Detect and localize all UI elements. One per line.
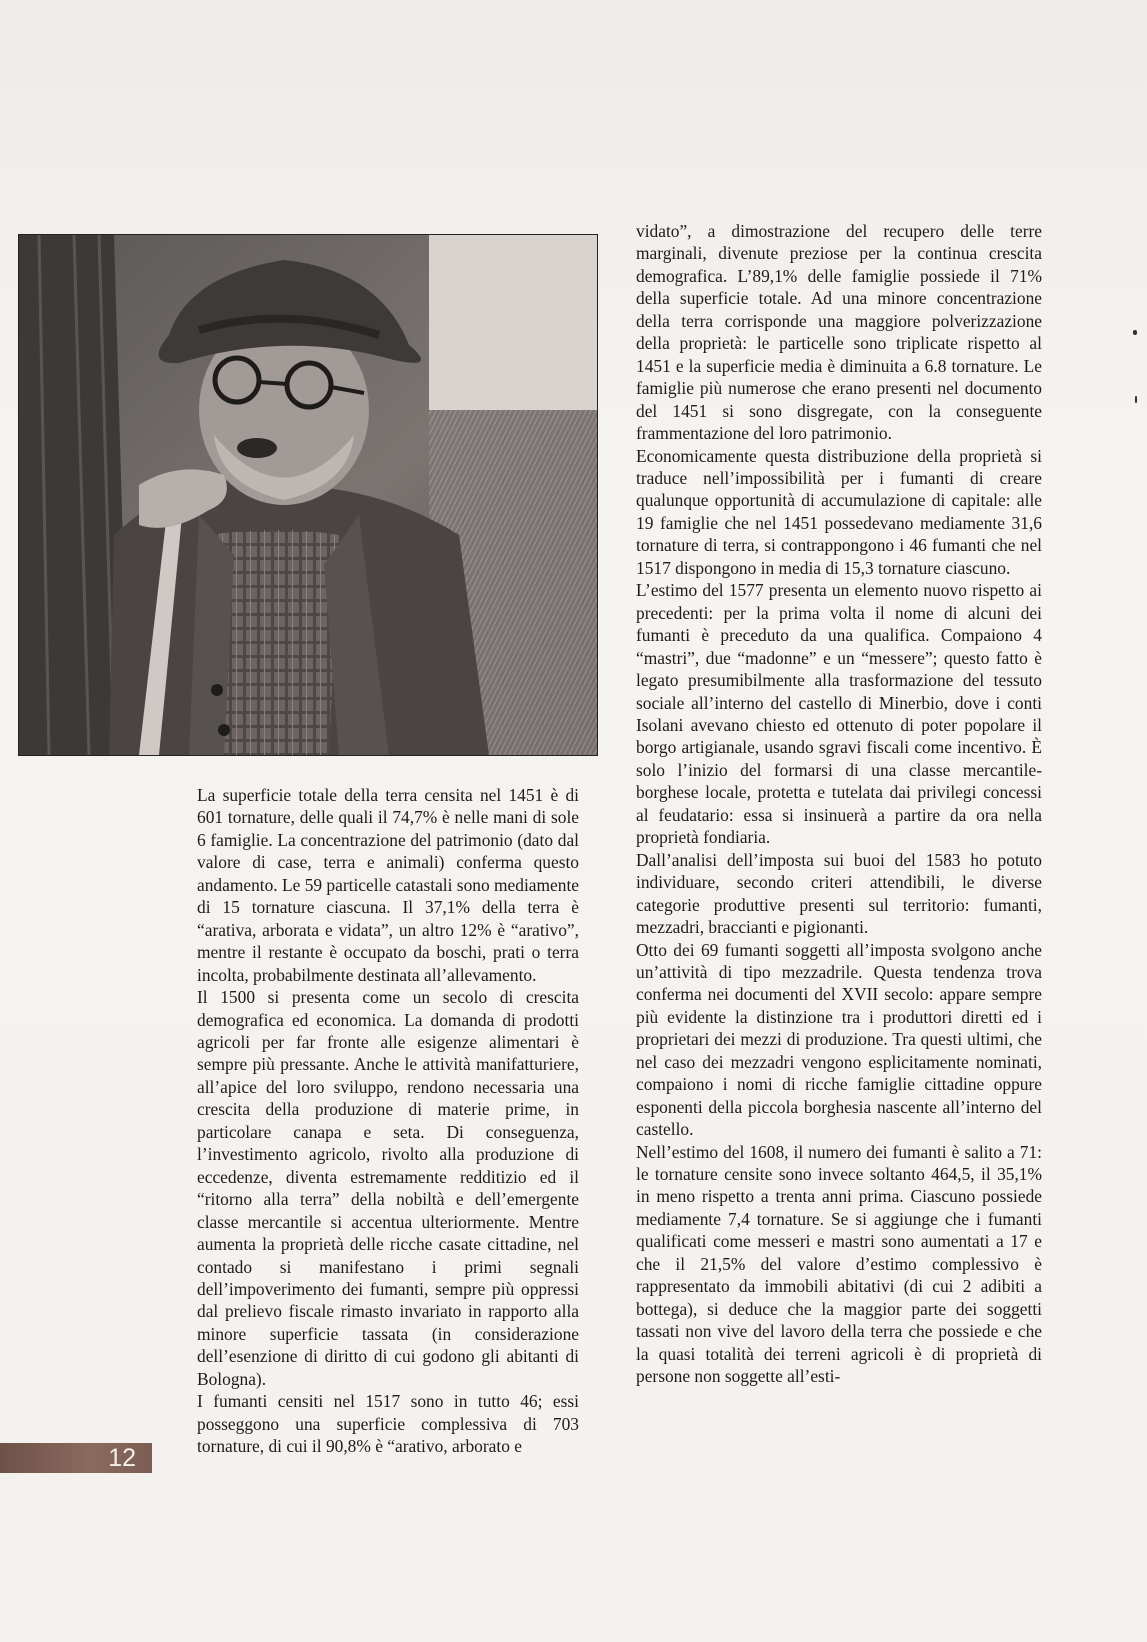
left-column: [197, 784, 579, 1458]
portrait-illustration: [19, 235, 597, 755]
right-paragraph: Nell’estimo del 1608, il numero dei fumanti è salito a 71: le tornature censite sono invece soltanto 464,5, il 35,1% in meno rispetto a trenta anni prima. Ciascuno possiede mediamente 7,4 tornature. Se si aggiunge che i fumanti qualificati come messeri e mastri sono aumentati a 17 e che il 21,5% del valore d’estimo complessivo è rappresentato da immobili abitativi (di cui 2 adibiti a bottega), si deduce che la maggior parte dei soggetti tassati non vive del lavoro della terra che possiede e che la quasi totalità dei terreni agricoli è di proprietà di persone non soggette all’esti-: [636, 1141, 1042, 1387]
left-paragraph: La superficie totale della terra censita nel 1451 è di 601 tornature, delle quali il 74,7% è nelle mani di sole 6 famiglie. La concentrazione del patrimonio (dato dal valore di case, terra e animali) conferma questo andamento. Le 59 particelle catastali sono mediamente di 15 tornature ciascuna. Il 37,1% della terra è “arativa, arborata e vidata”, un altro 12% è “arativo”, mentre il restante è occupato da boschi, prati o terra incolta, probabilmente destinata all’allevamento.: [197, 785, 579, 985]
page-number-tab: [0, 1443, 152, 1473]
left-paragraph: Il 1500 si presenta come un secolo di crescita demografica ed economica. La domanda di prodotti agricoli per far fronte alle esigenze alimentari è sempre più pressante. Anche le attività manifatturiere, all’apice del loro sviluppo, rendono necessaria una crescita della produzione di materie prime, in particolare canapa e seta. Di conseguenza, l’investimento agricolo, rivolto alla produzione di eccedenze, diventa estremamente redditizio ed il “ritorno alla terra” della nobiltà e dell’emergente classe mercantile si accentua ulteriormente. Mentre aumenta la proprietà delle ricche casate cittadine, nel contado si manifestano i primi segnali dell’impoverimento dei fumanti, sempre più oppressi dal prelievo fiscale rimasto invariato in rapporto alla minore superficie tassata (in considerazione dell’esenzione di diritto di cui godono gli abitanti di Bologna).: [197, 987, 579, 1389]
page-number: 12: [108, 1444, 136, 1472]
right-paragraph: Otto dei 69 fumanti soggetti all’imposta svolgono anche un’attività di tipo mezzadrile. Questa tendenza trova conferma nei documenti del XVII secolo: appare sempre più evidente la distinzione tra i produttori diretti ed i proprietari dei mezzi di produzione. Tra questi ultimi, che nel caso dei mezzadri vengono esplicitamente nominati, compaiono i nomi di ricche famiglie cittadine oppure esponenti della piccola borghesia nascente all’interno del castello.: [636, 939, 1042, 1140]
scan-speck: [1135, 396, 1137, 403]
right-paragraph: Economicamente questa distribuzione della proprietà si traduce nell’impossibilità per i fumanti di creare qualunque opportunità di accumulazione di capitale: alle 19 famiglie che nel 1451 possedevano mediamente 31,6 tornature di terra, si contrappongono i 46 fumanti che nel 1517 dispongono in media di 15,3 tornature ciascuno.: [636, 445, 1042, 578]
right-paragraph: Dall’analisi dell’imposta sui buoi del 1583 ho potuto individuare, secondo criteri attendibili, le diverse categorie produttive presenti sul territorio: fumanti, mezzadri, braccianti e pigionanti.: [636, 849, 1042, 938]
right-column: [636, 220, 1042, 1388]
right-paragraph: vidato”, a dimostrazione del recupero delle terre marginali, divenute preziose per la continua crescita demografica. L’89,1% delle famiglie possiede il 71% della superficie totale. Ad una minore concentrazione della terra corrisponde una maggiore polverizzazione della proprietà: le particelle sono triplicate rispetto al 1451 e la superficie media è diminuita a 6.8 tornature. Le famiglie più numerose che erano presenti nel documento del 1451 si sono disgregate, con la conseguente frammentazione del loro patrimonio.: [636, 221, 1042, 444]
portrait-photo: [18, 234, 598, 756]
scan-speck: [1133, 330, 1137, 335]
left-paragraph: I fumanti censiti nel 1517 sono in tutto 46; essi posseggono una superficie complessiva di 703 tornature, di cui il 90,8% è “arativo, arborato e: [197, 1391, 579, 1457]
right-paragraph: L’estimo del 1577 presenta un elemento nuovo rispetto ai precedenti: per la prima volta il nome di alcuni dei fumanti è preceduto da una qualifica. Compaiono 4 “mastri”, due “madonne” e un “messere”; questo fatto è legato presumibilmente alla trasformazione del tessuto sociale all’interno del castello di Minerbio, dove i conti Isolani avevano chiesto ed ottenuto di poter popolare il borgo artigianale, usando sgravi fiscali come incentivo. È solo l’inizio del formarsi di una classe mercantile-borghese locale, protetta e tutelata dai privilegi concessi al feudatario: essa si insinuerà a partire da ora nella proprietà fondiaria.: [636, 580, 1042, 848]
